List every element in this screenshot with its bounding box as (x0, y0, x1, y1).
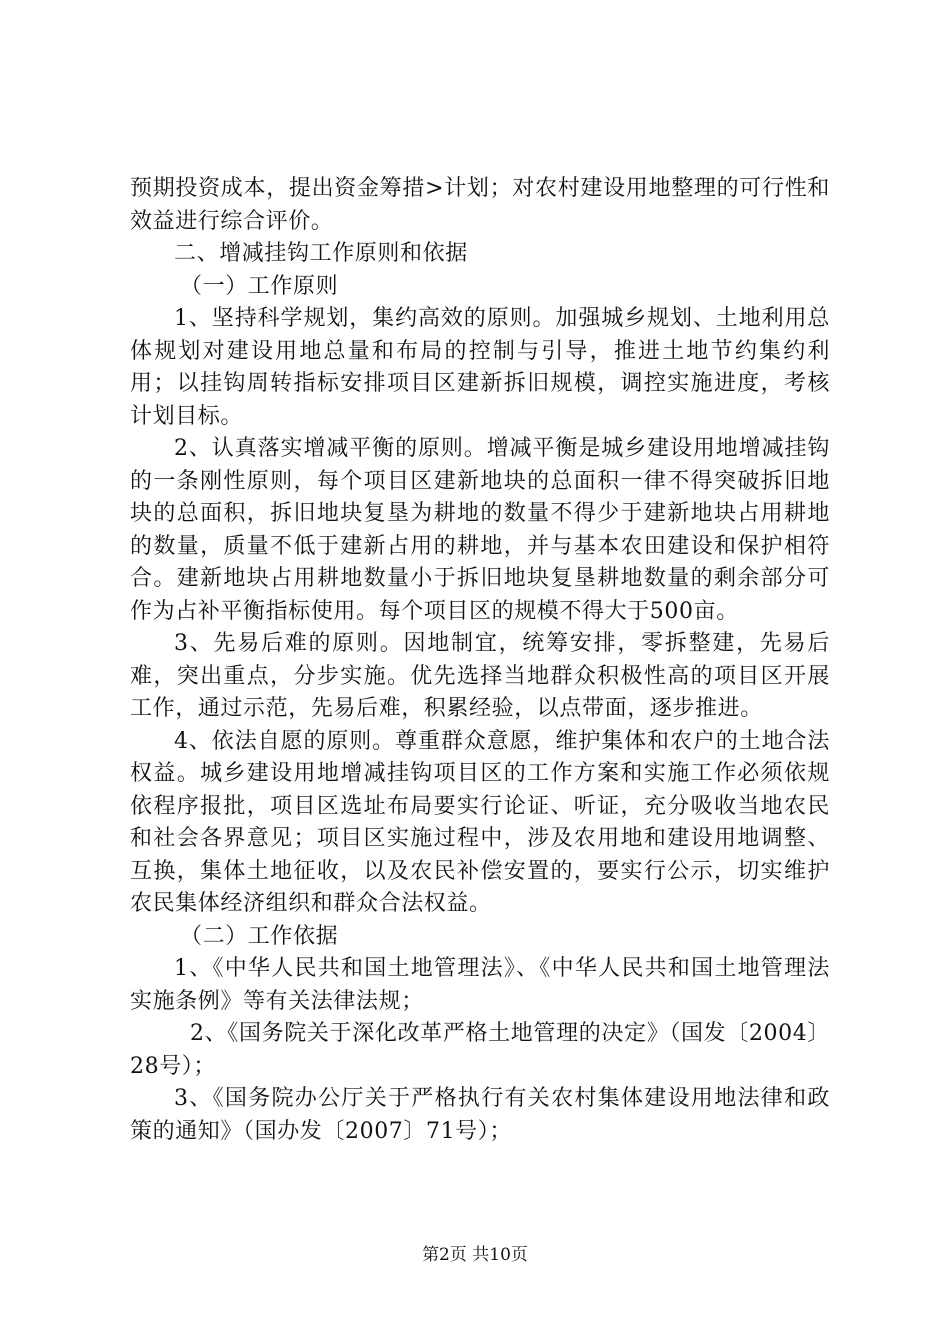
paragraph-basis-1: 1、《中华人民共和国土地管理法》、《中华人民共和国土地管理法实施条例》等有关法律法规； (130, 956, 830, 1014)
paragraph-basis-3: 3、《国务院办公厅关于严格执行有关农村集体建设用地法律和政策的通知》（国办发〔2007〕71号）； (130, 1086, 830, 1144)
paragraph-continuation: 预期投资成本，提出资金筹措>计划；对农村建设用地整理的可行性和效益进行综合评价。 (130, 176, 830, 234)
subsection-heading-work-principles: （一）工作原则 (180, 273, 339, 299)
page-number-footer: 第2页 共10页 (422, 1245, 528, 1265)
paragraph-principle-2: 2、认真落实增减平衡的原则。增减平衡是城乡建设用地增减挂钩的一条刚性原则，每个项目区建新地块的总面积一律不得突破拆旧地块的总面积，拆旧地块复垦为耕地的数量不得少于建新地块占用耕地的数量，质量不低于建新占用的耕地，并与基本农田建设和保护相符合。建新地块占用耕地数量小于拆旧地块复垦耕地数量的剩余部分可作为占补平衡指标使用。每个项目区的规模不得大于500亩。 (130, 436, 830, 624)
paragraph-principle-3: 3、先易后难的原则。因地制宜，统筹安排，零拆整建，先易后难，突出重点，分步实施。优先选择当地群众积极性高的项目区开展工作，通过示范，先易后难，积累经验，以点带面，逐步推进。 (130, 631, 830, 721)
section-heading-principles-basis: 二、增减挂钩工作原则和依据 (174, 241, 468, 266)
paragraph-principle-4: 4、依法自愿的原则。尊重群众意愿，维护集体和农户的土地合法权益。城乡建设用地增减挂钩项目区的工作方案和实施工作必须依规依程序报批，项目区选址布局要实行论证、听证，充分吸收当地农民和社会各界意见；项目区实施过程中，涉及农用地和建设用地调整、互换，集体土地征收，以及农民补偿安置的，要实行公示，切实维护农民集体经济组织和群众合法权益。 (130, 728, 830, 916)
document-body (130, 173, 830, 1148)
paragraph-basis-2: 2、《国务院关于深化改革严格土地管理的决定》（国发〔2004〕28号）； (130, 1021, 830, 1079)
subsection-heading-work-basis: （二）工作依据 (180, 923, 339, 949)
paragraph-principle-1: 1、坚持科学规划，集约高效的原则。加强城乡规划、土地利用总体规划对建设用地总量和布局的控制与引导，推进土地节约集约利用；以挂钩周转指标安排项目区建新拆旧规模，调控实施进度，考核计划目标。 (130, 306, 830, 429)
